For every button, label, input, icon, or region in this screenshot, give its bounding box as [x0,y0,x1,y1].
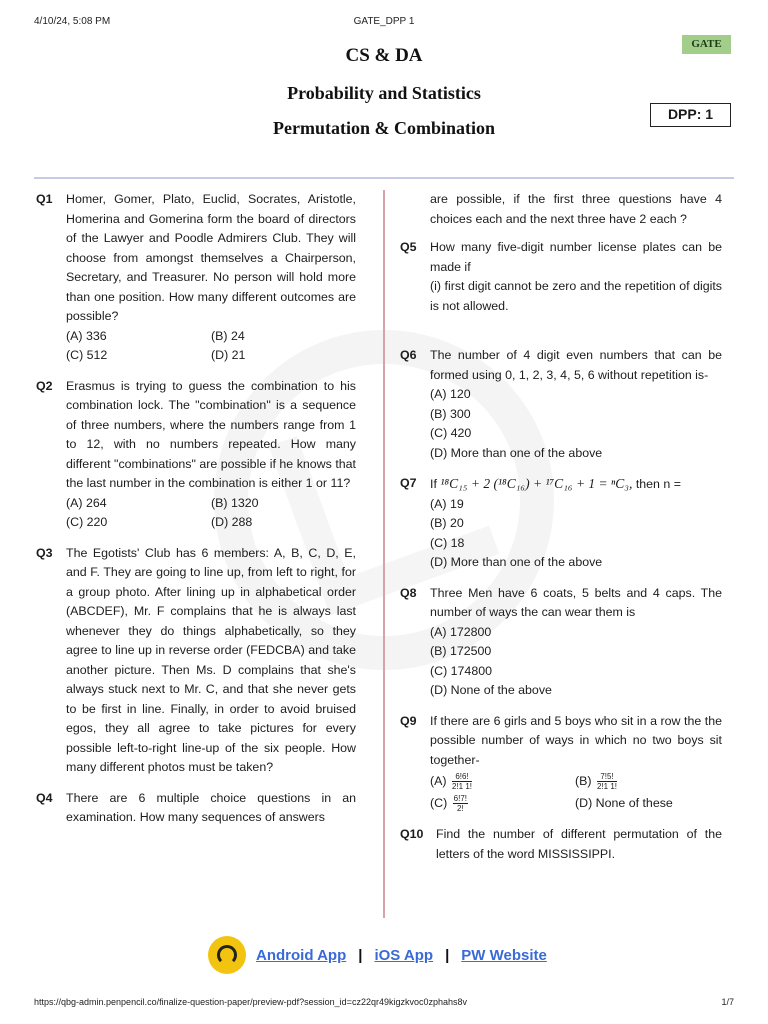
option-d: (D) 21 [211,348,246,362]
gate-badge: GATE [682,35,731,54]
option-d: (D) None of the above [430,683,552,697]
option-b: (B) 20 [430,516,464,530]
option-a: (A) 336 [66,328,107,343]
question-text: The Egotists' Club has 6 members: A, B, C, D, E, and F. They are going to line up, from left to right, for a group photo. After lining up in alphabetical order (ABCDEF), Mr. F complains that he is always last whenever they do things alphabetically, so they agree to line up in reverse order (FEDCBA) and take another picture. Then Ms. D complains that she's always stuck next to Mr. C, and that she never gets to be first in line. Finally, in order to avoid bruised egos, they all agree to take pictures for every possible left-to-right line-up of the six people. How many different photos must be taken? [66,545,356,774]
question-number: Q1 [36,192,53,206]
math-expression: ¹⁸C₁₅ + 2 (¹⁸C₁₆) + ¹⁷C₁₆ + 1 = ⁿC₃, [440,476,633,491]
question-number: Q10 [400,827,424,841]
page-number: 1/7 [721,997,734,1007]
question-q3 [36,544,356,778]
question-number: Q9 [400,713,417,728]
option-b: (B) 300 [430,406,471,421]
question-q4 [36,789,356,828]
numerator: 6!7! [453,794,467,804]
question-number: Q3 [36,545,53,560]
subtopic-title: Permutation & Combination [273,118,495,138]
option-c: (C) 420 [430,426,472,440]
denominator: 2! [456,804,464,814]
question-q7 [400,474,722,573]
options [66,327,356,366]
option-b-label: (B) [575,774,592,788]
option-a: (A) 19 [430,496,464,511]
option-c-fraction [453,794,468,813]
print-datetime: 4/10/24, 5:08 PM [34,16,111,27]
option-b: (B) 24 [211,328,245,343]
question-text: Erasmus is trying to guess the combination to his combination lock. The "combination" is a sequence of three numbers, where the numbers range from 1 to 12, with no numbers repeated. How many different "combinations" are possible if he knows that the last number in the combination is either 1 or 11? [66,378,356,490]
subject-title: CS & DA [345,45,423,66]
question-q5 [400,238,722,316]
denominator: 2!1 1! [596,782,617,792]
topic-title: Probability and Statistics [287,83,481,103]
option-a: (A) 264 [66,495,107,510]
question-text: The number of 4 digit even numbers that can be formed using 0, 1, 2, 3, 4, 5, 6 without repetition is- [430,348,722,382]
option-a: (A) 172800 [430,624,492,639]
print-footer [34,997,734,1007]
question-text-continued: are possible, if the first three questions have 4 choices each and the next three have 2 each ? [430,192,722,226]
question-number: Q5 [400,240,417,254]
option-c [430,792,575,814]
question-number: Q2 [36,378,53,393]
option-d: (D) 288 [211,515,253,529]
option-c: (C) 174800 [430,663,492,678]
question-q9 [400,712,722,815]
ios-app-link[interactable]: iOS App [374,946,434,964]
android-app-link[interactable]: Android App [256,946,347,964]
pw-website-link[interactable]: PW Website [461,946,547,964]
option-a [430,770,575,792]
option-a-label: (A) [430,774,447,788]
question-q10 [400,825,722,864]
option-b [575,770,720,792]
question-text [430,474,722,495]
option-c: (C) 18 [430,535,465,550]
question-suffix: then n = [635,477,681,491]
dpp-number-box: DPP: 1 [650,103,731,127]
option-a-fraction [452,772,472,791]
pw-logo-icon [208,936,246,974]
question-q4-continued [400,190,722,229]
option-c-label: (C) [430,796,448,810]
denominator: 2!1 1! [451,782,472,792]
numerator: 6!6! [452,772,472,782]
column-divider [383,190,385,918]
question-text: If there are 6 girls and 5 boys who sit in a row the the possible number of ways in which no two boys sit together- [430,713,722,767]
numerator: 7!5! [597,772,617,782]
right-column [400,190,722,875]
question-subpart: (i) first digit cannot be zero and the repetition of digits is not allowed. [430,279,722,313]
option-a: (A) 120 [430,387,471,401]
question-q8 [400,584,722,701]
question-q2 [36,377,356,533]
print-header [34,16,734,30]
options [66,494,356,533]
print-url: https://qbg-admin.penpencil.co/finalize-question-paper/preview-pdf?session_id=cz22qr49kigzkvoc0zphahs8v [34,997,468,1007]
question-number: Q7 [400,476,417,490]
header-divider [34,177,734,179]
question-number: Q8 [400,585,417,600]
print-title: GATE_DPP 1 [353,16,415,27]
question-q6 [400,346,722,463]
question-text: There are 6 multiple choice questions in an examination. How many sequences of answers [66,790,356,824]
option-d: (D) None of these [575,796,673,810]
question-prefix: If [430,477,437,491]
option-b: (B) 1320 [211,495,259,510]
option-d: (D) More than one of the above [430,445,603,460]
left-column [36,190,356,839]
separator: | [445,946,450,964]
question-number: Q4 [36,790,53,805]
option-c: (C) 512 [66,348,108,362]
option-b-fraction [597,772,617,791]
footer-links [208,938,588,972]
separator: | [358,946,363,964]
question-number: Q6 [400,348,417,362]
option-b: (B) 172500 [430,644,492,658]
question-text: Three Men have 6 coats, 5 belts and 4 caps. The number of ways the can wear them is [430,585,722,619]
option-c: (C) 220 [66,515,108,529]
question-text: Homer, Gomer, Plato, Euclid, Socrates, Aristotle, Homerina and Gomerina form the board of directors of the Lawyer and Poodle Admirers Club. They will choose from amongst themselves a Chairperson, Secretary, and Treasurer. No person will hold more than one position. How many different outcomes are possible? [66,192,356,323]
question-text: How many five-digit number license plates can be made if [430,240,722,274]
question-text: Find the number of different permutation of the letters of the word MISSISSIPPI. [436,827,722,861]
question-q1 [36,190,356,366]
option-d: (D) More than one of the above [430,555,603,569]
options [430,770,722,814]
